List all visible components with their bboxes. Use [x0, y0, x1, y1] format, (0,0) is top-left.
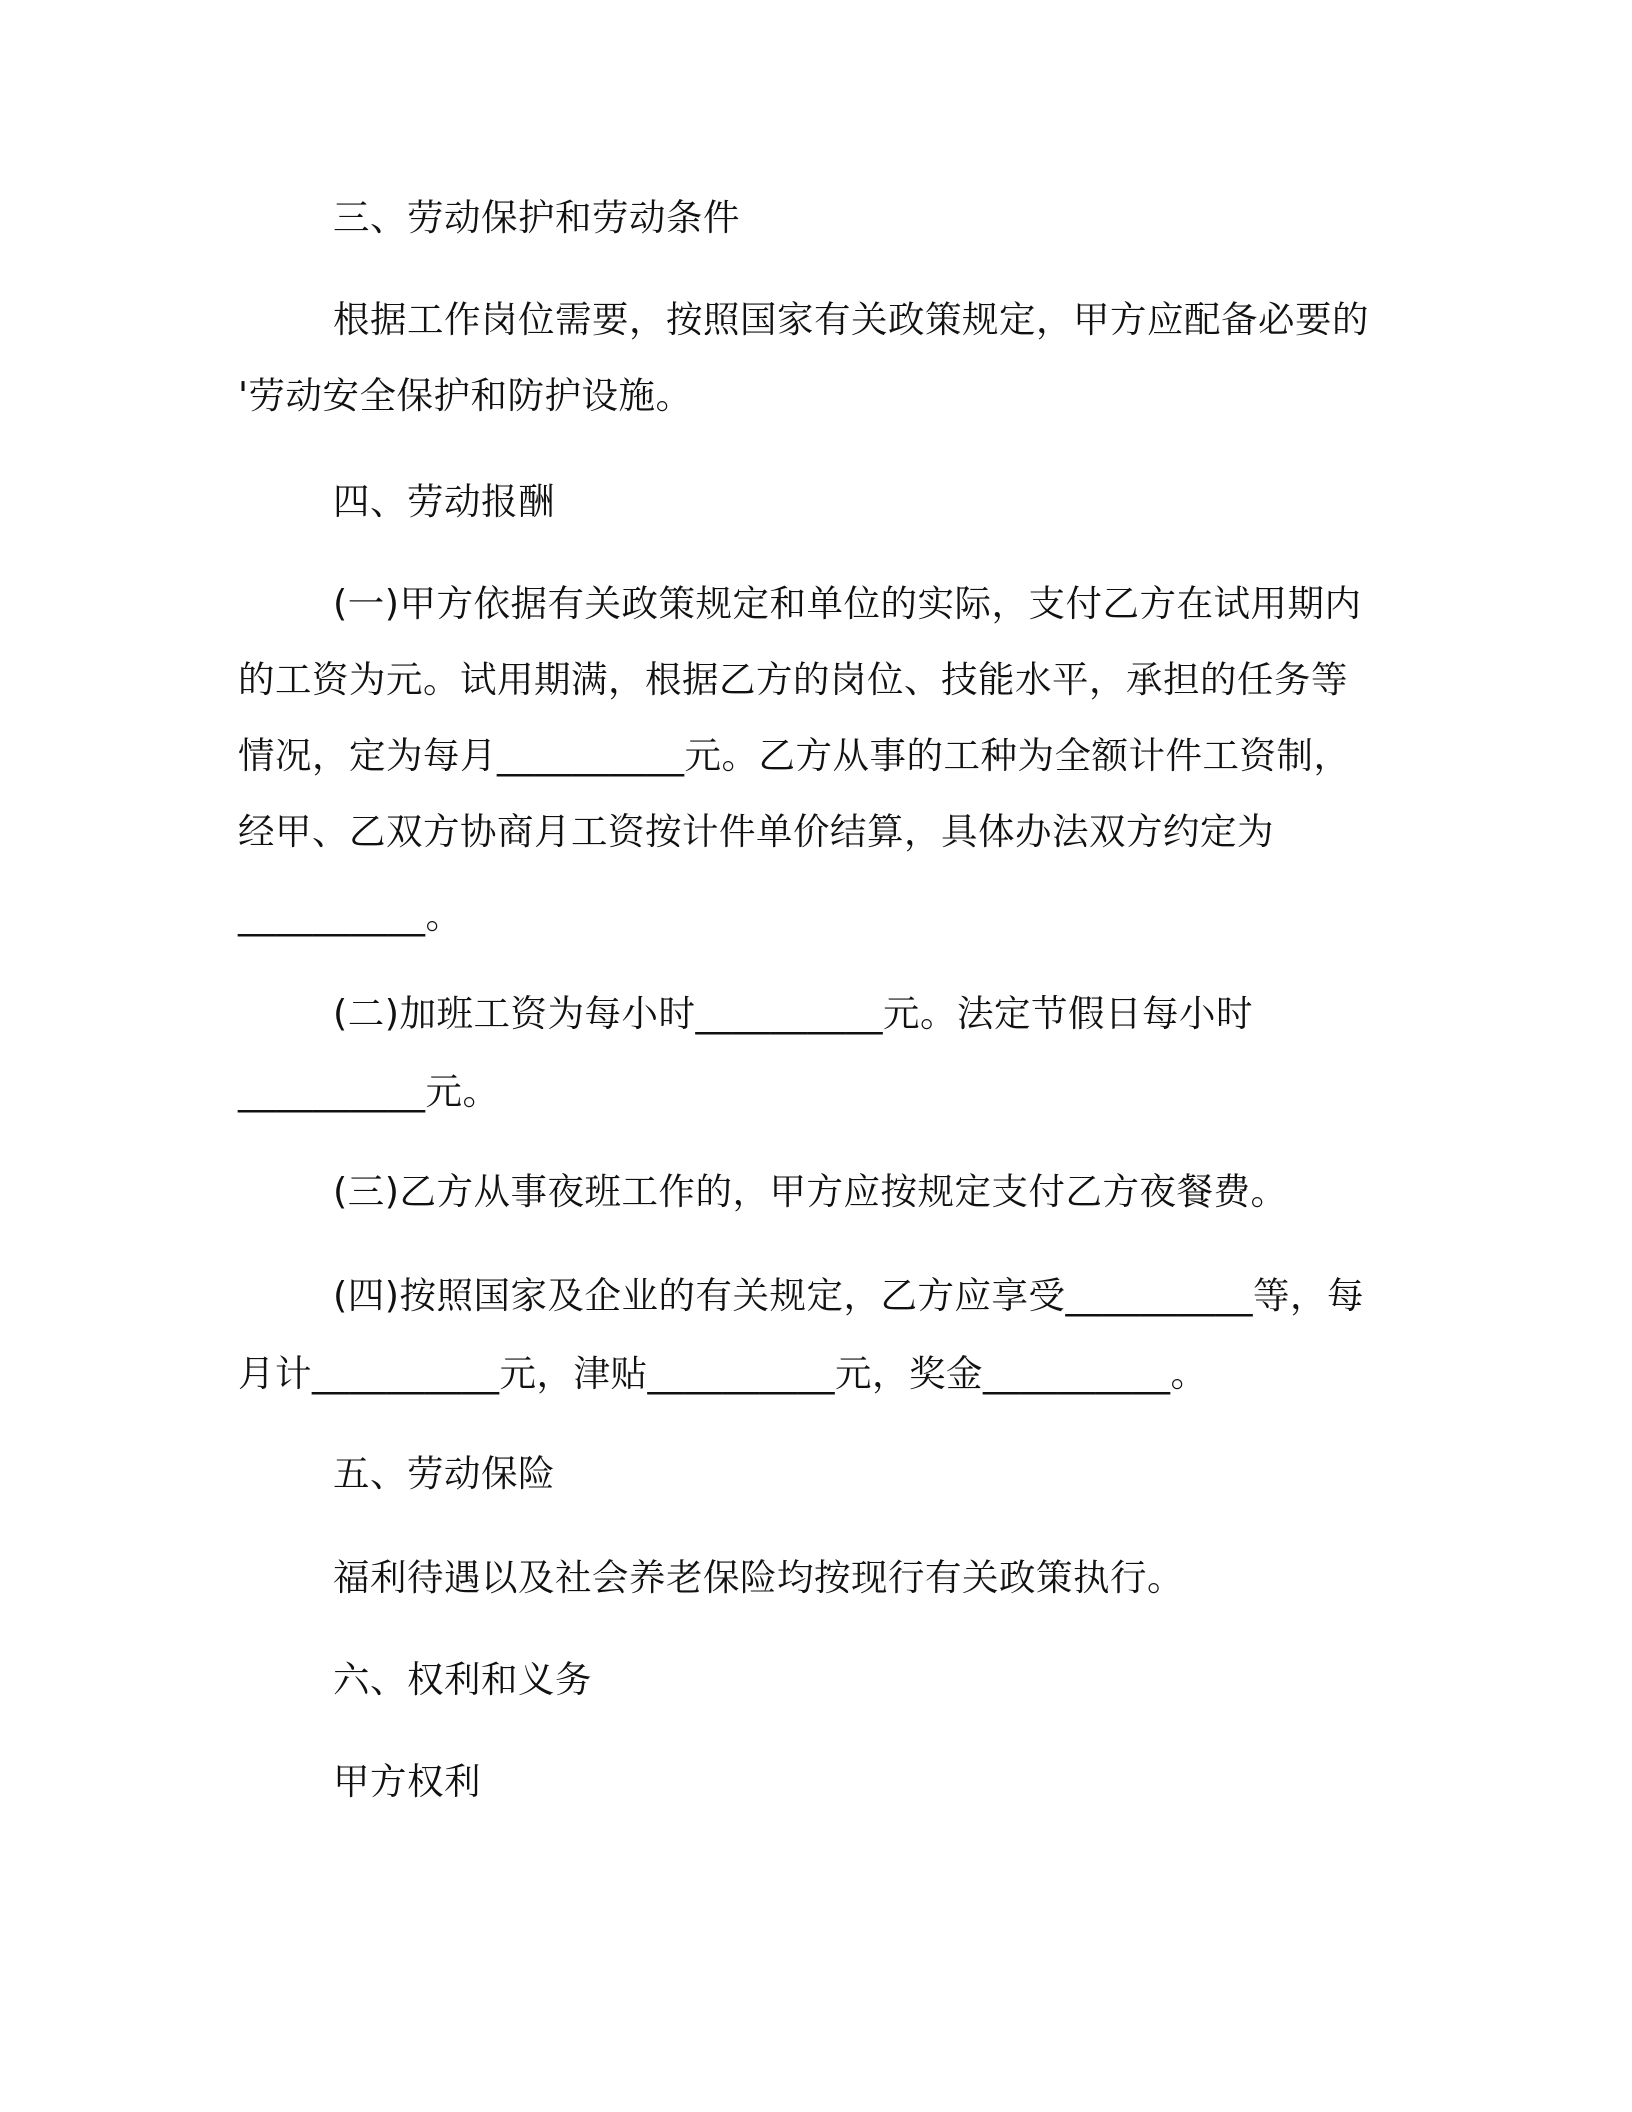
section-4-item-1-line-3: 情况，定为每月__________元。乙方从事的工种为全额计件工资制，	[238, 734, 1351, 777]
section-4-item-2-line-1: (二)加班工资为每小时__________元。法定节假日每小时	[333, 992, 1253, 1035]
section-6-sub-heading: 甲方权利	[333, 1760, 481, 1803]
section-4-item-2-line-2: __________元。	[238, 1070, 500, 1113]
section-3-heading: 三、劳动保护和劳动条件	[333, 196, 740, 239]
section-4-item-1-line-1: (一)甲方依据有关政策规定和单位的实际，支付乙方在试用期内	[333, 582, 1362, 625]
section-4-item-3-line-1: (三)乙方从事夜班工作的，甲方应按规定支付乙方夜餐费。	[333, 1170, 1288, 1213]
section-4-item-4-line-1: (四)按照国家及企业的有关规定，乙方应享受__________等，每	[333, 1274, 1364, 1317]
section-5-heading: 五、劳动保险	[333, 1452, 555, 1495]
section-6-heading: 六、权利和义务	[333, 1658, 592, 1701]
section-4-item-1-line-5: __________。	[238, 894, 463, 937]
section-4-item-1-line-2: 的工资为元。试用期满，根据乙方的岗位、技能水平，承担的任务等	[238, 658, 1348, 701]
section-4-item-4-line-2: 月计__________元，津贴__________元，奖金__________。	[238, 1352, 1208, 1395]
section-4-item-1-line-4: 经甲、乙双方协商月工资按计件单价结算，具体办法双方约定为	[238, 810, 1274, 853]
section-3-paragraph-line-2: '劳动安全保护和防护设施。	[238, 374, 693, 417]
section-3-paragraph-line-1: 根据工作岗位需要，按照国家有关政策规定，甲方应配备必要的	[333, 298, 1369, 341]
section-5-paragraph-line-1: 福利待遇以及社会养老保险均按现行有关政策执行。	[333, 1556, 1184, 1599]
section-4-heading: 四、劳动报酬	[333, 480, 555, 523]
